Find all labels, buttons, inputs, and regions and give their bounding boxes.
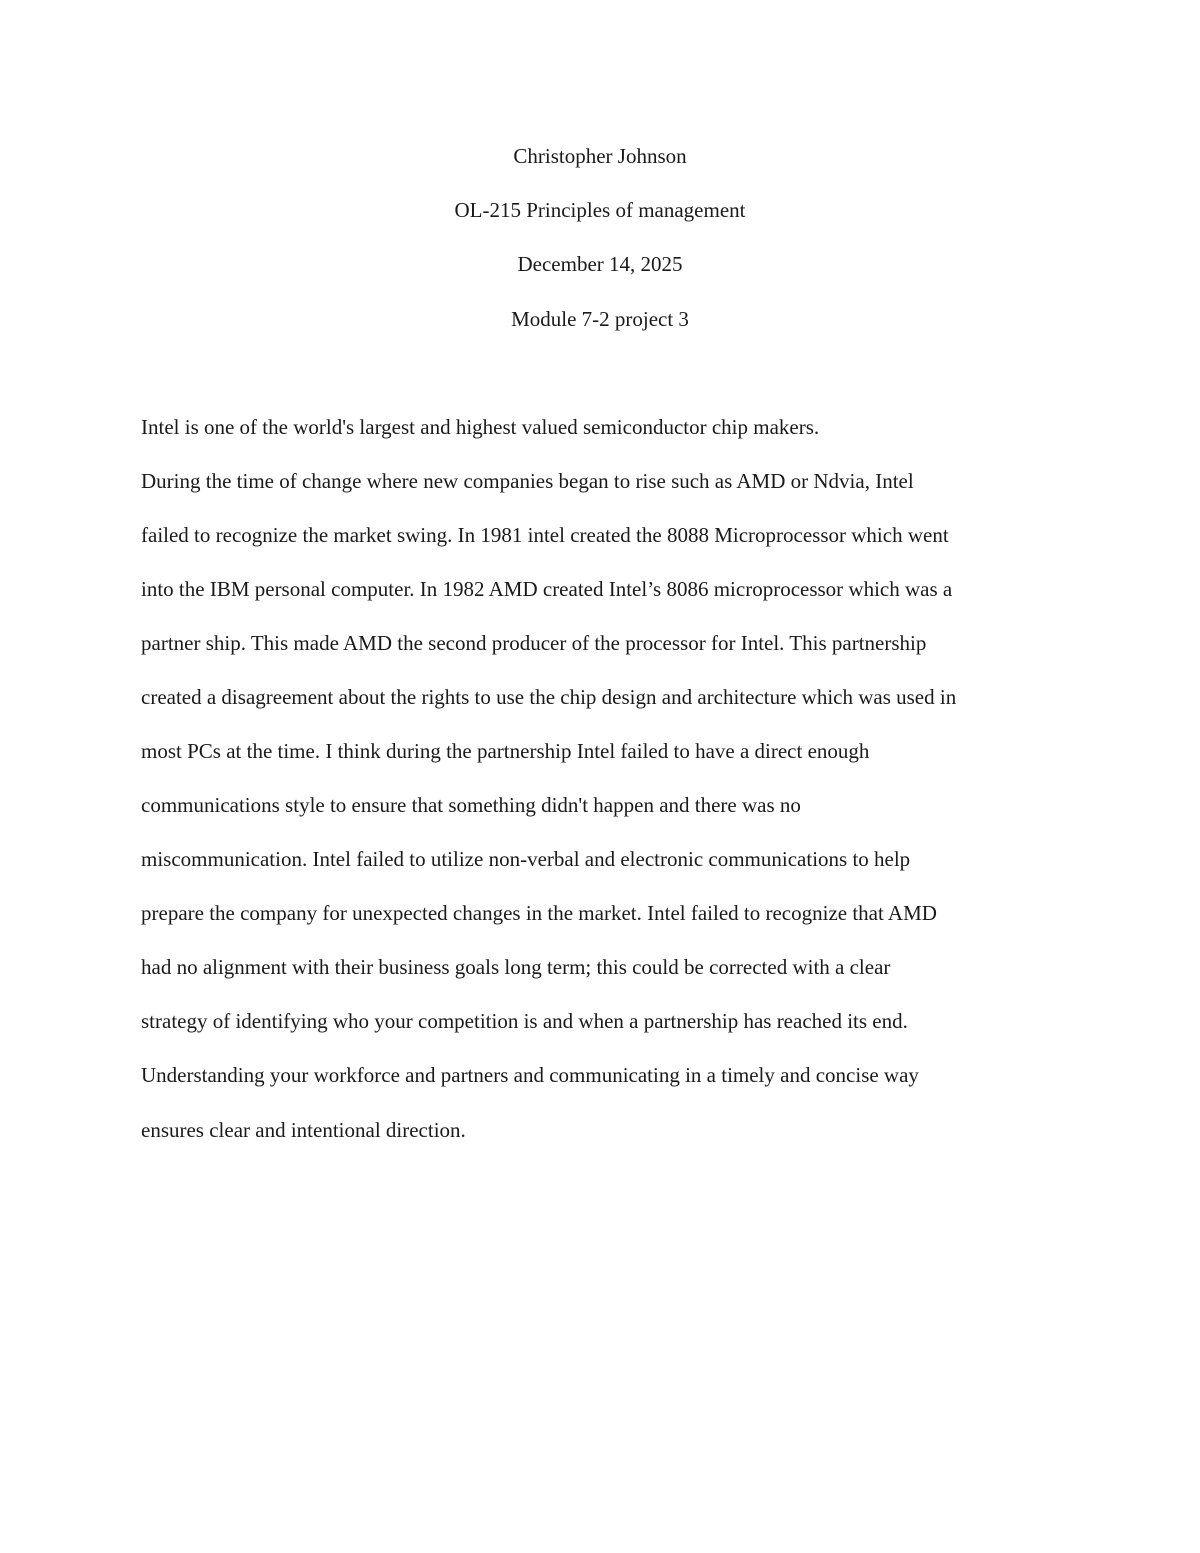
body-line: ensures clear and intentional direction. <box>141 1118 466 1142</box>
body-line: strategy of identifying who your competition is and when a partnership has reached its end. <box>141 1009 908 1033</box>
body-line: prepare the company for unexpected changes in the market. Intel failed to recognize that AMD <box>141 901 937 925</box>
body-line: into the IBM personal computer. In 1982 AMD created Intel’s 8086 microprocessor which was a <box>141 577 953 601</box>
body-line: most PCs at the time. I think during the partnership Intel failed to have a direct enough <box>141 739 870 763</box>
assignment-title: Module 7-2 project 3 <box>511 307 689 331</box>
body-line: During the time of change where new companies began to rise such as AMD or Ndvia, Intel <box>141 469 914 493</box>
course-title: OL-215 Principles of management <box>454 198 746 222</box>
body-line: created a disagreement about the rights to use the chip design and architecture which was used in <box>141 685 957 709</box>
document-date: December 14, 2025 <box>517 252 683 276</box>
body-line: communications style to ensure that something didn't happen and there was no <box>141 793 801 817</box>
body-line: Understanding your workforce and partners and communicating in a timely and concise way <box>141 1063 919 1087</box>
body-line: failed to recognize the market swing. In 1981 intel created the 8088 Microprocessor which went <box>141 523 949 547</box>
body-line: Intel is one of the world's largest and highest valued semiconductor chip makers. <box>141 415 820 439</box>
body-line: had no alignment with their business goals long term; this could be corrected with a clear <box>141 955 891 979</box>
author-name: Christopher Johnson <box>513 144 687 168</box>
body-line: partner ship. This made AMD the second producer of the processor for Intel. This partnership <box>141 631 927 655</box>
body-line: miscommunication. Intel failed to utilize non-verbal and electronic communications to help <box>141 847 911 871</box>
